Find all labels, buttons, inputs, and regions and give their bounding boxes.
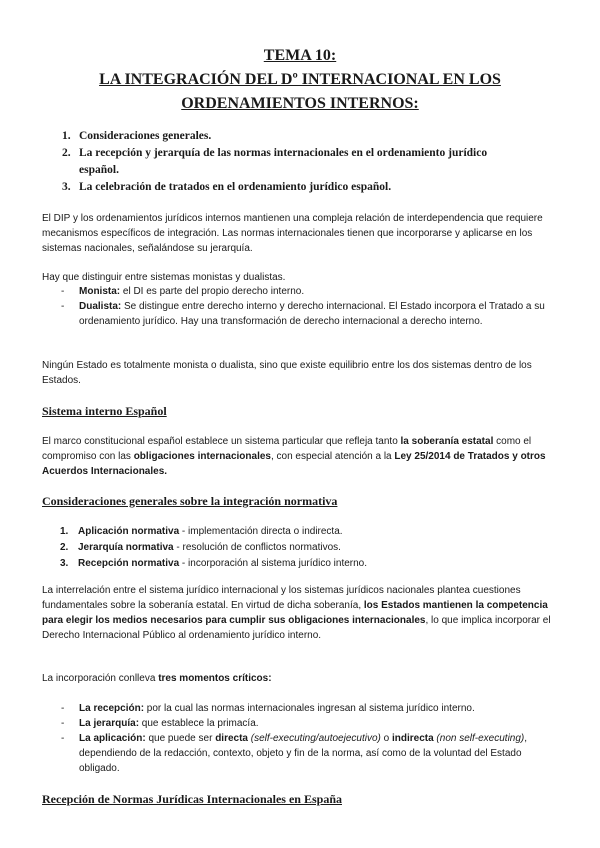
- list-item: - Dualista: Se distingue entre derecho interno y derecho internacional. El Estado incorpora el Tratado a su ordenamiento jurídico. Hay una transformación de derecho internacional a derecho interno.: [61, 301, 545, 327]
- section1-paragraph: El marco constitucional español establece un sistema particular que refleja tanto la soberanía estatal como el compromiso con las obligaciones internacionales, con especial atención a la Ley 25/2014 de Tratados y otros Acuerdos Internacionales.: [42, 436, 546, 477]
- section-heading-recepcion: Recepción de Normas Jurídicas Internacionales en España: [42, 792, 342, 806]
- section-heading-consideraciones: Consideraciones generales sobre la integración normativa: [42, 494, 338, 508]
- toc-item: 1. Consideraciones generales.: [62, 130, 212, 142]
- list-item: 2. Jerarquía normativa - resolución de conflictos normativos.: [60, 542, 341, 553]
- title-line-1: TEMA 10:: [263, 47, 337, 64]
- list-item: 1. Aplicación normativa - implementación directa o indirecta.: [60, 526, 343, 537]
- toc-item: 3. La celebración de tratados en el ordenamiento jurídico español.: [62, 181, 392, 193]
- list-item: - La jerarquía: que establece la primacía.: [61, 718, 259, 729]
- section2-paragraph-1: La interrelación entre el sistema jurídico internacional y los sistemas jurídicos nacionales plantea cuestiones fundamentales sobre la soberanía estatal. En virtud de dicha soberanía, los Estados mantienen la competencia para elegir los medios necesarios para cumplir sus obligaciones internacionales, lo que implica incorporar el Derecho Internacional Público al ordenamiento jurídico interno.: [42, 585, 551, 641]
- section2-paragraph-2: La incorporación conlleva tres momentos críticos:: [42, 673, 272, 684]
- list-item: - La recepción: por la cual las normas internacionales ingresan al sistema jurídico interno.: [61, 703, 475, 714]
- intro-paragraph-1: El DIP y los ordenamientos jurídicos internos mantienen una compleja relación de interdependencia que requiere mecanismos específicos de integración. Las normas internacionales tienen que incorporarse y aplicarse en los sistemas nacionales, señalándose su jerarquía.: [42, 213, 543, 254]
- moments-list: [58, 701, 558, 776]
- intro-paragraph-3: Ningún Estado es totalmente monista o dualista, sino que existe equilibrio entre los dos sistemas dentro de los Estados.: [42, 360, 532, 386]
- intro-paragraph-2: Hay que distinguir entre sistemas monistas y dualistas.: [42, 272, 286, 283]
- list-item: 3. Recepción normativa - incorporación al sistema jurídico interno.: [60, 558, 368, 569]
- systems-list: [58, 284, 558, 329]
- integration-list: [60, 524, 540, 572]
- table-of-contents: [62, 128, 562, 196]
- title-line-3: ORDENAMIENTOS INTERNOS:: [181, 95, 419, 112]
- section-heading-sistema-interno: Sistema interno Español: [42, 404, 167, 418]
- list-item: - Monista: el DI es parte del propio derecho interno.: [61, 286, 305, 297]
- list-item: - La aplicación: que puede ser directa (self-executing/autoejecutivo) o indirecta (non self-executing), dependiendo de la redacción, contexto, objeto y fin de la norma, así como de la voluntad del Estado obligado.: [61, 733, 528, 774]
- toc-item: 2. La recepción y jerarquía de las normas internacionales en el ordenamiento jurídico español.: [62, 147, 488, 176]
- title-line-2: LA INTEGRACIÓN DEL Dº INTERNACIONAL EN LOS: [99, 71, 501, 88]
